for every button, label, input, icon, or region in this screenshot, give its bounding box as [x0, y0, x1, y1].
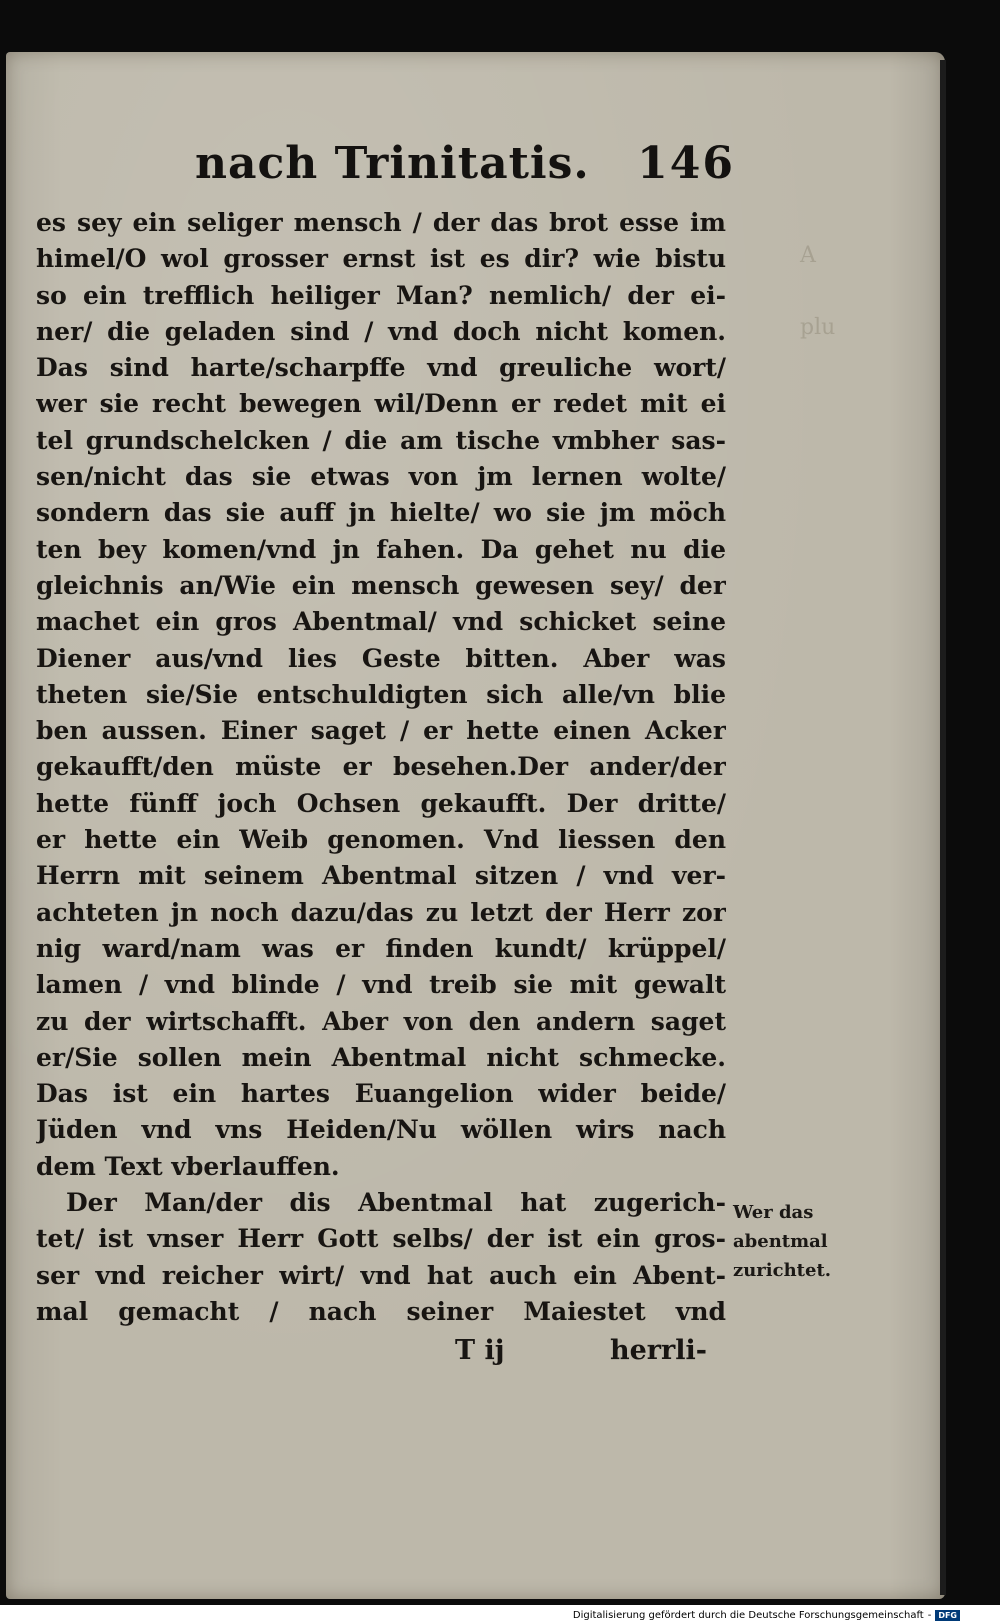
- text-line: ner/ die geladen sind / vnd doch nicht komen.: [36, 316, 726, 346]
- text-line: ben aussen. Einer saget / er hette einen Acker: [36, 716, 726, 746]
- main-text-block: [36, 205, 726, 1330]
- page-edge-shadow: [940, 60, 946, 1595]
- show-through-ink: A plu: [800, 243, 836, 340]
- text-line: Herrn mit seinem Abentmal sitzen / vnd ver-: [36, 861, 726, 891]
- credit-text: Digitalisierung gefördert durch die Deutsche Forschungsgemeinschaft: [572, 1610, 924, 1621]
- text-line: tet/ ist vnser Herr Gott selbs/ der ist ein gros-: [36, 1224, 726, 1254]
- running-title: nach Trinitatis.: [195, 138, 590, 189]
- text-line: sen/nicht das sie etwas von jm lernen wolte/: [36, 462, 726, 492]
- signature-mark: T ij: [455, 1335, 505, 1366]
- digitization-credit: Digitalisierung gefördert durch die Deutsche Forschungsgemeinschaft - DFG: [573, 1610, 960, 1621]
- marginal-note-line: Wer das: [733, 1202, 814, 1223]
- text-line: theten sie/Sie entschuldigten sich alle/vn blie: [36, 679, 726, 709]
- text-line: ser vnd reicher wirt/ vnd hat auch ein Abent-: [36, 1260, 726, 1290]
- text-line: nig ward/nam was er finden kundt/ krüppel/: [36, 933, 726, 963]
- text-line: machet ein gros Abentmal/ vnd schicket seine: [36, 607, 726, 637]
- text-line: so ein trefflich heiliger Man? nemlich/ der ei-: [36, 280, 726, 310]
- text-line: Das ist ein hartes Euangelion wider beide/: [36, 1079, 726, 1109]
- text-line: lamen / vnd blinde / vnd treib sie mit gewalt: [36, 970, 726, 1000]
- marginal-note: [733, 1198, 863, 1285]
- page-number: 146: [637, 138, 735, 189]
- text-line: es sey ein seliger mensch / der das brot esse im: [36, 208, 726, 237]
- marginal-note-line: abentmal: [733, 1231, 828, 1252]
- text-line: tel grundschelcken / die am tische vmbher sas-: [36, 425, 726, 455]
- text-line: Diener aus/vnd lies Geste bitten. Aber was: [36, 643, 726, 673]
- text-line: zu der wirtschafft. Aber von den andern saget: [36, 1006, 726, 1036]
- text-line: Der Man/der dis Abentmal hat zugerich-: [66, 1188, 726, 1218]
- text-line: Jüden vnd vns Heiden/Nu wöllen wirs nach: [36, 1115, 726, 1145]
- text-line: Das sind harte/scharpffe vnd greuliche wort/: [36, 353, 726, 383]
- text-line: achteten jn noch dazu/das zu letzt der Herr zor: [36, 897, 726, 927]
- page-header: [195, 138, 735, 189]
- text-line: gleichnis an/Wie ein mensch gewesen sey/ der: [36, 570, 726, 600]
- text-line: er/Sie sollen mein Abentmal nicht schmecke.: [36, 1042, 726, 1072]
- text-line: dem Text vberlauffen.: [36, 1151, 340, 1181]
- text-line: mal gemacht / nach seiner Maiestet vnd: [36, 1296, 726, 1326]
- text-line: er hette ein Weib genomen. Vnd liessen den: [36, 825, 726, 855]
- text-line: ten bey komen/vnd jn fahen. Da gehet nu die: [36, 534, 726, 564]
- text-line: hette fünff joch Ochsen gekaufft. Der dritte/: [36, 788, 726, 818]
- text-line: sondern das sie auff jn hielte/ wo sie jm möch: [36, 498, 726, 528]
- text-line: wer sie recht bewegen wil/Denn er redet mit ei: [36, 389, 726, 419]
- marginal-note-line: zurichtet.: [733, 1260, 832, 1281]
- catchword: herrli-: [610, 1335, 707, 1366]
- text-line: himel/O wol grosser ernst ist es dir? wie bistu: [36, 244, 726, 274]
- dfg-logo: DFG: [935, 1610, 960, 1621]
- text-line: gekaufft/den müste er besehen.Der ander/der: [36, 752, 726, 782]
